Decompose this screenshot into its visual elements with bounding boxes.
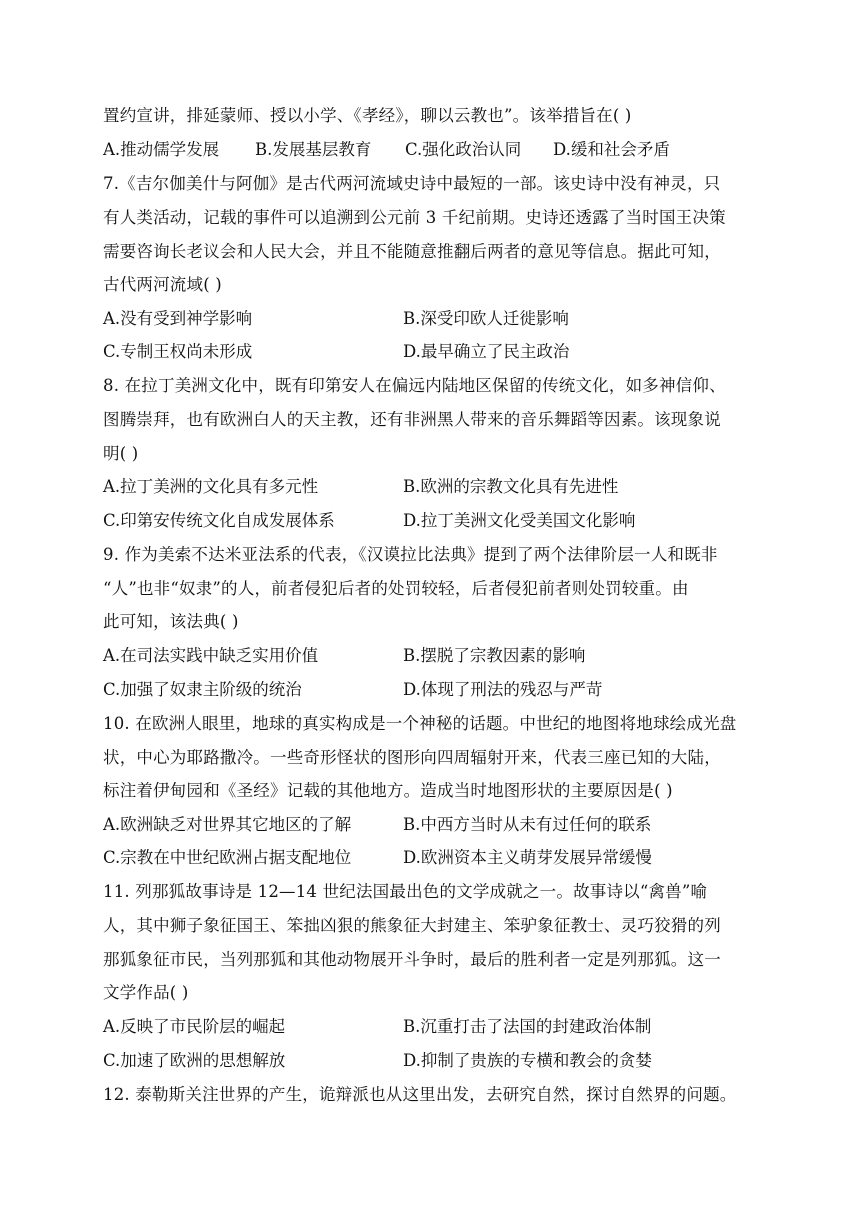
q9-stem-line: “人”也非“奴隶”的人，前者侵犯后者的处罚较轻，后者侵犯前者则处罚较重。由 <box>103 579 689 598</box>
q9-option-b[interactable]: B.摆脱了宗教因素的影响 <box>403 646 586 665</box>
q9-option-c[interactable]: C.加强了奴隶主阶级的统治 <box>103 680 302 699</box>
q7-option-c[interactable]: C.专制王权尚未形成 <box>103 342 253 361</box>
q6-option-d[interactable]: D.缓和社会矛盾 <box>553 140 670 159</box>
q10-stem-line: 状，中心为耶路撒冷。一些奇形怪状的图形向四周辐射开来，代表三座已知的大陆， <box>103 748 721 767</box>
q11-stem-line: 文学作品( ) <box>103 983 189 1002</box>
q11-option-a[interactable]: A.反映了市民阶层的崛起 <box>103 1017 286 1036</box>
q7-option-a[interactable]: A.没有受到神学影响 <box>103 309 253 328</box>
q9-option-d[interactable]: D.体现了刑法的残忍与严苛 <box>403 680 603 699</box>
q7-stem-line: 7.《吉尔伽美什与阿伽》是古代两河流域史诗中最短的一部。该史诗中没有神灵，只 <box>103 174 721 193</box>
q7-stem-line: 有人类活动，记载的事件可以追溯到公元前 3 千纪前期。史诗还透露了当时国王决策 <box>103 208 726 227</box>
q7-stem-line: 古代两河流域( ) <box>103 275 222 294</box>
q9-stem-line: 此可知，该法典( ) <box>103 612 239 631</box>
q8-stem-line: 图腾崇拜，也有欧洲白人的天主教，还有非洲黑人带来的音乐舞蹈等因素。该现象说 <box>103 410 721 429</box>
q12-stem-line: 12. 泰勒斯关注世界的产生，诡辩派也从这里出发，去研究自然，探讨自然界的问题。 <box>103 1085 737 1104</box>
q10-option-b[interactable]: B.中西方当时从未有过任何的联系 <box>403 815 652 834</box>
q8-option-d[interactable]: D.拉丁美洲文化受美国文化影响 <box>403 511 636 530</box>
q11-stem-line: 人，其中狮子象征国王、笨拙凶狠的熊象征大封建主、笨驴象征教士、灵巧狡猾的列 <box>103 916 721 935</box>
q11-stem-line: 11. 列那狐故事诗是 12—14 世纪法国最出色的文学成就之一。故事诗以“禽兽”喻 <box>103 882 708 901</box>
q10-option-c[interactable]: C.宗教在中世纪欧洲占据支配地位 <box>103 848 352 867</box>
q6-option-c[interactable]: C.强化政治认同 <box>405 140 522 159</box>
q10-stem-line: 10. 在欧洲人眼里，地球的真实构成是一个神秘的话题。中世纪的地图将地球绘成光盘 <box>103 714 737 733</box>
q10-option-a[interactable]: A.欧洲缺乏对世界其它地区的了解 <box>103 815 352 834</box>
q11-option-c[interactable]: C.加速了欧洲的思想解放 <box>103 1051 286 1070</box>
q9-option-a[interactable]: A.在司法实践中缺乏实用价值 <box>103 646 319 665</box>
q9-stem-line: 9. 作为美索不达米亚法系的代表，《汉谟拉比法典》提到了两个法律阶层一人和既非 <box>103 545 718 564</box>
q11-option-b[interactable]: B.沉重打击了法国的封建政治体制 <box>403 1017 652 1036</box>
q6-option-a[interactable]: A.推动儒学发展 <box>103 140 220 159</box>
q8-option-c[interactable]: C.印第安传统文化自成发展体系 <box>103 511 335 530</box>
q10-stem-line: 标注着伊甸园和《圣经》记载的其他地方。造成当时地图形状的主要原因是( ) <box>103 781 673 800</box>
q11-option-d[interactable]: D.抑制了贵族的专横和教会的贪婪 <box>403 1051 652 1070</box>
q8-stem-line: 明( ) <box>103 444 139 463</box>
q7-option-d[interactable]: D.最早确立了民主政治 <box>403 342 570 361</box>
q7-stem-line: 需要咨询长老议会和人民大会，并且不能随意推翻后两者的意见等信息。据此可知， <box>103 242 721 261</box>
q8-option-b[interactable]: B.欧洲的宗教文化具有先进性 <box>403 477 619 496</box>
q6-options <box>0 140 860 162</box>
q6-stem-line: 置约宣讲，排延蒙师、授以小学、《孝经》，聊以云教也”。该举措旨在( ) <box>103 106 632 125</box>
q10-option-d[interactable]: D.欧洲资本主义萌芽发展异常缓慢 <box>403 848 652 867</box>
q11-stem-line: 那狐象征市民，当列那狐和其他动物展开斗争时，最后的胜利者一定是列那狐。这一 <box>103 950 721 969</box>
q8-option-a[interactable]: A.拉丁美洲的文化具有多元性 <box>103 477 319 496</box>
q8-stem-line: 8. 在拉丁美洲文化中，既有印第安人在偏远内陆地区保留的传统文化，如多神信仰、 <box>103 376 726 395</box>
q6-option-b[interactable]: B.发展基层教育 <box>255 140 372 159</box>
q7-option-b[interactable]: B.深受印欧人迁徙影响 <box>403 309 569 328</box>
